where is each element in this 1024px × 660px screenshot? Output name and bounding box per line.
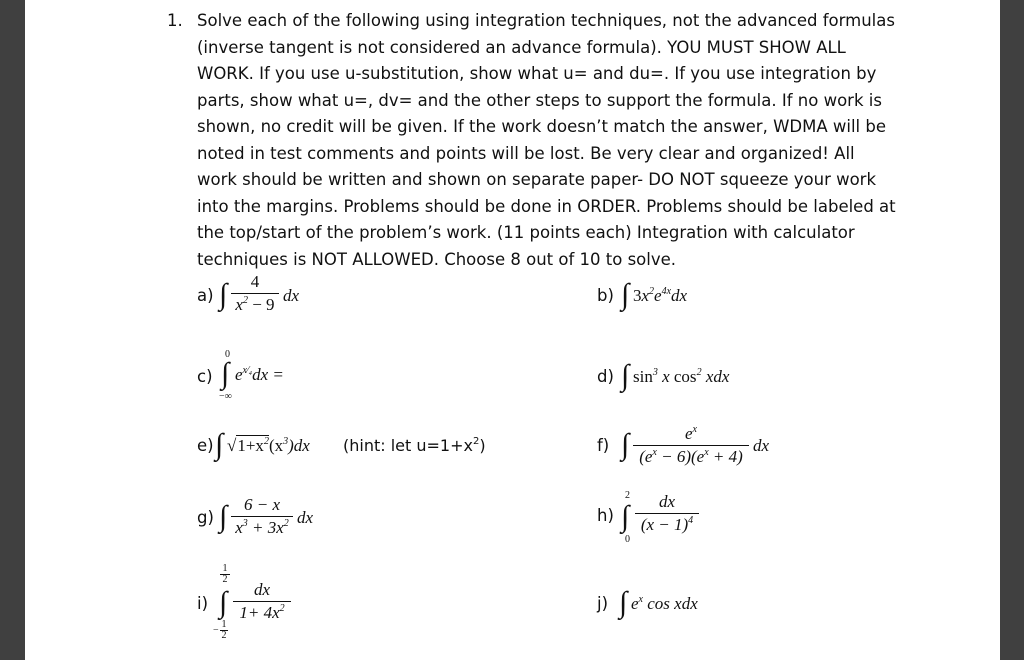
integral-sign: ∫ — [621, 359, 630, 392]
problem-f — [597, 420, 977, 475]
problem-b — [597, 270, 977, 325]
question-number: 1. — [167, 11, 183, 30]
fraction — [633, 424, 749, 467]
lower-limit: −∞ — [219, 391, 232, 402]
differential: dx — [283, 286, 300, 305]
instruction-line: WORK. If you use u-substitution, show what u= and du=. If you use integration by — [197, 64, 877, 83]
instruction-line: the top/start of the problem’s work. (11 points each) Integration with calculator — [197, 223, 855, 242]
instruction-line: noted in test comments and points will be lost. Be very clear and organized! All — [197, 143, 855, 163]
integrand: $√1+x^2(x^3)dx$ — [227, 436, 310, 455]
integral-sign: ∫ — [621, 278, 630, 311]
problem-label: g) — [197, 508, 214, 527]
instruction-line: shown, no credit will be given. If the work doesn’t match the answer, WDMA will be — [197, 117, 886, 136]
integrand: $\sin^3 x$ $\cos^2$ xdx — [633, 367, 730, 386]
denominator: $(x - 1)^4$ — [640, 515, 694, 534]
upper-limit: 0 — [225, 349, 230, 360]
problem-i: i) 1 2 ∫ − 1 2 dx $1+ 4x^2$ — [197, 562, 577, 652]
integral-sign: ∫ — [621, 500, 630, 533]
left-frame — [0, 0, 25, 660]
problem-label: b) — [597, 286, 614, 305]
numerator: $e^x$ — [685, 424, 697, 443]
integral-sign: ∫ — [621, 428, 630, 461]
document-page — [25, 0, 1000, 660]
denominator: $(e^x - 6)(e^x + 4)$ — [639, 447, 743, 466]
instruction-line: work should be written and shown on separate paper- DO NOT squeeze your work — [197, 170, 877, 189]
differential: dx — [753, 436, 770, 455]
lower-limit: 0 — [625, 534, 630, 545]
instruction-line: parts, show what u=, dv= and the other steps to support the formula. If no work is — [197, 90, 882, 110]
instructions — [197, 8, 897, 273]
integral-sign: ∫ — [219, 500, 228, 533]
problem-h — [597, 488, 977, 550]
problem-a — [197, 270, 577, 325]
problem-label: e) — [197, 436, 214, 455]
instruction-line: (inverse tangent is not considered an advance formula). YOU MUST SHOW ALL — [197, 37, 846, 57]
problem-label: j) — [597, 594, 609, 613]
integrand: $e^{x⁄_4}dx$ = — [235, 365, 284, 384]
fraction-bar — [231, 516, 293, 517]
instruction-line: techniques is NOT ALLOWED. Choose 8 out of 10 to solve. — [197, 249, 677, 269]
fraction-bar — [633, 445, 749, 446]
integral-sign: ∫ — [219, 278, 228, 311]
upper-limit: 1 2 — [220, 564, 230, 585]
problem-label: d) — [597, 367, 614, 386]
numerator: dx — [253, 580, 271, 599]
numerator: 6 − x — [243, 495, 281, 514]
problem-label: c) — [197, 367, 213, 386]
integral-sign: ∫ — [215, 428, 224, 461]
integral-sign: ∫ — [221, 357, 230, 390]
instruction-line: into the margins. Problems should be done in ORDER. Problems should be labeled at — [197, 196, 896, 216]
problem-label: f) — [597, 436, 610, 455]
fraction-bar — [635, 513, 699, 514]
instruction-line: Solve each of the following using integration techniques, not the advanced formulas — [197, 11, 895, 30]
numerator: dx — [658, 492, 676, 511]
denominator: $x^3 + 3x^2$ — [235, 518, 289, 537]
fraction — [233, 580, 291, 623]
fraction — [231, 272, 279, 315]
problem-e — [197, 420, 597, 475]
problem-c — [197, 345, 577, 405]
upper-limit: 2 — [625, 490, 630, 501]
problem-label: i) — [197, 594, 209, 613]
integrand: $e^x$ cos xdx — [631, 594, 698, 613]
fraction — [231, 495, 293, 538]
integral-sign: ∫ — [219, 586, 228, 619]
integral-sign: ∫ — [619, 586, 628, 619]
integrand: $3x^2e^{4x}dx$ — [633, 286, 688, 305]
fraction-bar — [233, 601, 291, 602]
denominator: $x^2 - 9$ — [235, 295, 275, 314]
problem-g — [197, 492, 577, 550]
differential: dx — [297, 508, 314, 527]
denominator: $1+ 4x^2$ — [239, 603, 285, 622]
hint: (hint: let $u=1+x^2$) — [343, 436, 486, 455]
numerator: 4 — [250, 272, 260, 291]
right-frame — [1000, 0, 1024, 660]
problem-label: h) — [597, 506, 614, 525]
fraction-bar — [231, 293, 279, 294]
fraction — [635, 492, 699, 535]
problem-label: a) — [197, 286, 214, 305]
problem-j — [597, 578, 977, 628]
problem-d — [597, 345, 977, 405]
